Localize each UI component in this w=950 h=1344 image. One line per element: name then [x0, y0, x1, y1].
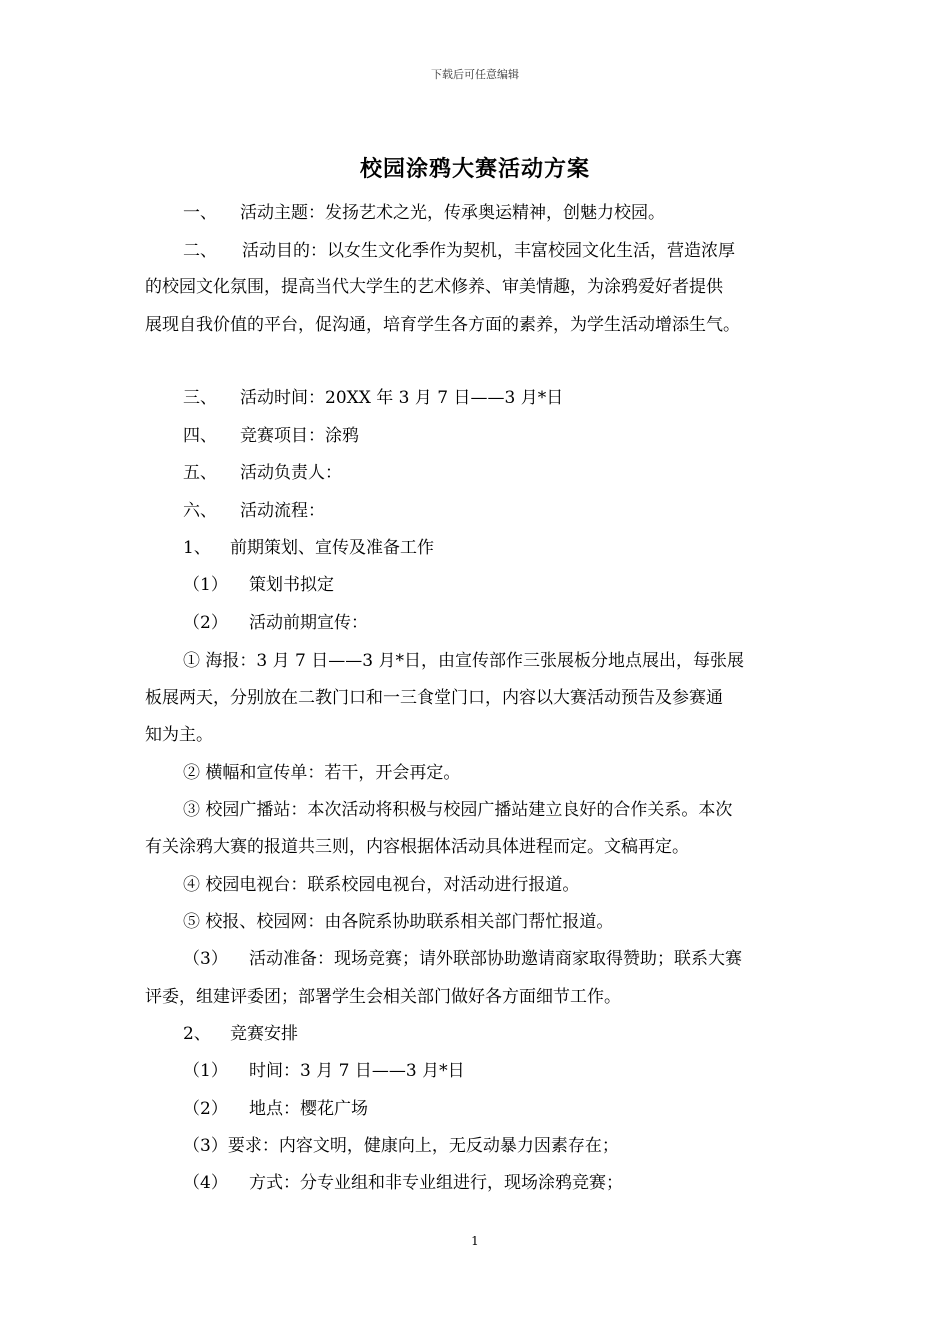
paragraph-line: 展现自我价值的平台，促沟通，培育学生各方面的素养，为学生活动增添生气。	[145, 315, 740, 335]
page-number: 1	[471, 1234, 479, 1248]
paragraph-line: 板展两天，分别放在二教门口和一三食堂门口，内容以大赛活动预告及参赛通	[145, 688, 723, 708]
paragraph-line: 的校园文化氛围，提高当代大学生的艺术修养、审美情趣，为涂鸦爱好者提供	[145, 277, 723, 297]
paragraph-line: 评委，组建评委团；部署学生会相关部门做好各方面细节工作。	[145, 987, 621, 1007]
subsection-text: 竞赛安排	[230, 1024, 298, 1044]
section-text: 活动负责人：	[240, 463, 342, 483]
section-text: 活动主题：发扬艺术之光，传承奥运精神，创魅力校园。	[240, 203, 665, 223]
item-number: （2）	[183, 1099, 228, 1119]
paragraph-line: 有关涂鸦大赛的报道共三则，内容根据体活动具体进程而定。文稿再定。	[145, 837, 689, 857]
paragraph-line: ④ 校园电视台：联系校园电视台，对活动进行报道。	[183, 875, 580, 895]
page-header: 下载后可任意编辑	[431, 68, 519, 81]
section-text: 活动目的：以女生文化季作为契机，丰富校园文化生活，营造浓厚	[242, 241, 735, 261]
paragraph-line: ⑤ 校报、校园网：由各院系协助联系相关部门帮忙报道。	[183, 912, 614, 932]
item-1-3	[183, 948, 742, 970]
subsection-2	[183, 1023, 298, 1045]
paragraph-line: 知为主。	[145, 725, 213, 745]
section-3	[183, 387, 563, 409]
section-text: 竞赛项目：涂鸦	[240, 426, 359, 446]
subsection-number: 1、	[183, 538, 211, 558]
paragraph-line: ① 海报：3 月 7 日——3 月*日，由宣传部作三张展板分地点展出，每张展	[183, 651, 744, 671]
item-text: 方式：分专业组和非专业组进行，现场涂鸦竞赛；	[249, 1173, 623, 1193]
section-number: 四、	[183, 426, 217, 446]
item-1-1	[183, 574, 334, 596]
section-number: 六、	[183, 501, 217, 521]
section-5	[183, 462, 342, 484]
section-text: 活动时间：20XX 年 3 月 7 日——3 月*日	[240, 388, 564, 408]
section-1	[183, 202, 665, 224]
item-2-1	[183, 1060, 465, 1082]
item-number: （3）	[183, 949, 228, 969]
section-number: 二、	[183, 241, 217, 261]
paragraph-line: ③ 校园广播站：本次活动将积极与校园广播站建立良好的合作关系。本次	[183, 800, 733, 820]
item-text: 时间：3 月 7 日——3 月*日	[249, 1061, 465, 1081]
item-2-3: （3）要求：内容文明，健康向上，无反动暴力因素存在；	[183, 1136, 619, 1156]
item-text: 活动前期宣传：	[249, 613, 368, 633]
section-6	[183, 500, 325, 522]
subsection-1	[183, 537, 434, 559]
item-text: 策划书拟定	[249, 575, 334, 595]
item-1-2	[183, 612, 368, 634]
paragraph-line: ② 横幅和宣传单：若干，开会再定。	[183, 763, 461, 783]
section-number: 一、	[183, 203, 217, 223]
item-number: （4）	[183, 1173, 228, 1193]
document-title: 校园涂鸦大赛活动方案	[359, 156, 590, 182]
item-text: 地点：樱花广场	[249, 1099, 368, 1119]
subsection-number: 2、	[183, 1024, 211, 1044]
item-number: （1）	[183, 1061, 228, 1081]
section-number: 三、	[183, 388, 217, 408]
section-2	[183, 240, 735, 262]
section-text: 活动流程：	[240, 501, 325, 521]
item-2-4	[183, 1172, 623, 1194]
item-2-2	[183, 1098, 368, 1120]
section-number: 五、	[183, 463, 217, 483]
subsection-text: 前期策划、宣传及准备工作	[230, 538, 434, 558]
item-number: （1）	[183, 575, 228, 595]
item-number: （2）	[183, 613, 228, 633]
item-text: 活动准备：现场竞赛；请外联部协助邀请商家取得赞助；联系大赛	[249, 949, 742, 969]
section-4	[183, 425, 359, 447]
